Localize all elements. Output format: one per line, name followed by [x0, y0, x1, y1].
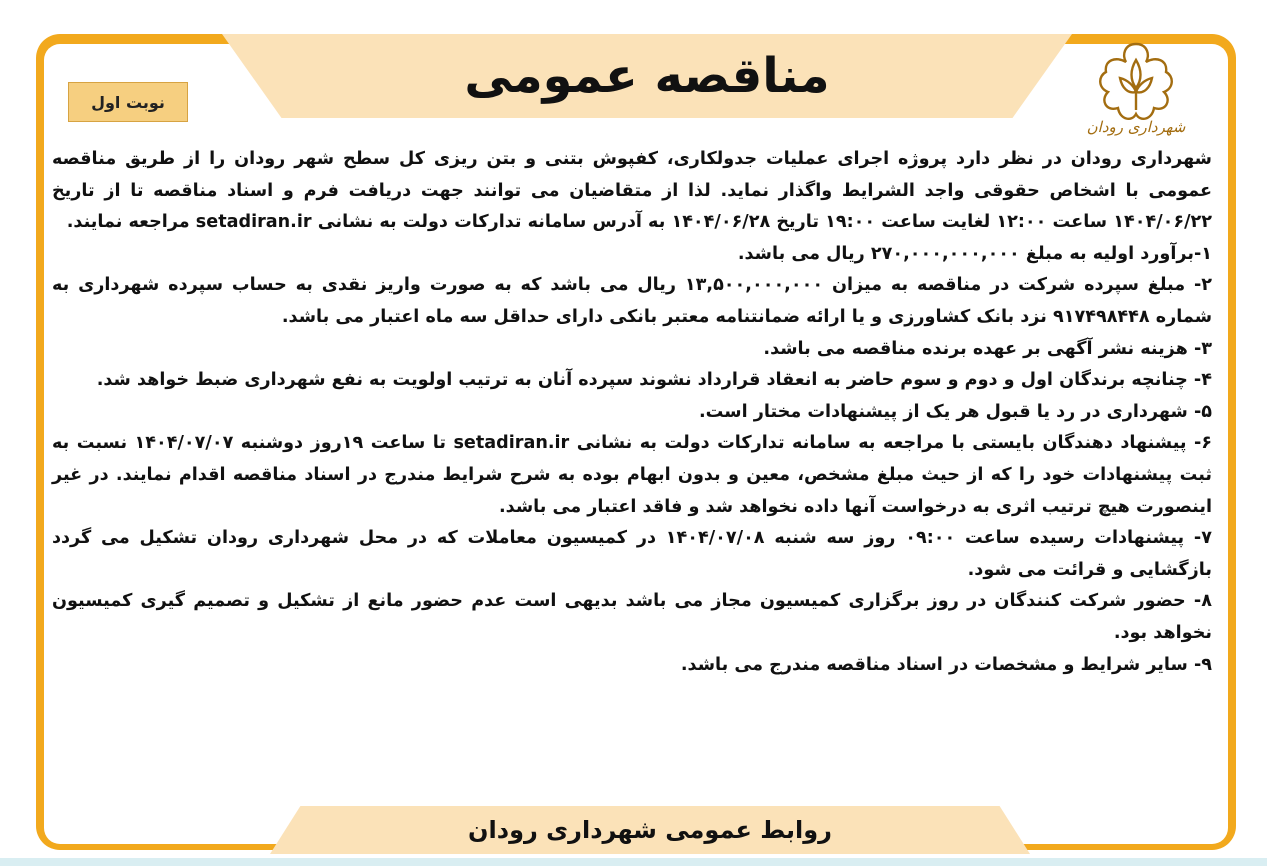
list-item: ۶- پیشنهاد دهندگان بایستی با مراجعه به سامانه تدارکات دولت به نشانی setadiran.ir تا ساعت ۱۹روز دوشنبه ۱۴۰۴/۰۷/۰۷ نسبت به ثبت پیشنهادات خود را که از حیث مبلغ مشخص، معین و بدون ابهام بوده به شرح شرایط مندرج در اسناد مناقصه اقدام نمایند. در غیر اینصورت هیچ ترتیب اثری به درخواست آنها داده نخواهد شد و فاقد اعتبار می باشد. [52, 433, 1213, 517]
list-item: ۷- پیشنهادات رسیده ساعت ۰۹:۰۰ روز سه شنبه ۱۴۰۴/۰۷/۰۸ در کمیسیون معاملات که در محل شهرداری رودان تشکیل می گردد بازگشایی و قرائت می شود. [52, 528, 1212, 580]
list-item: ۱-برآورد اولیه به مبلغ ۲۷۰,۰۰۰,۰۰۰,۰۰۰ ریال می باشد. [737, 243, 1212, 264]
round-badge: نوبت اول [68, 82, 188, 122]
notice-body [52, 144, 1212, 800]
bottom-strip [0, 858, 1267, 866]
page-title: مناقصه عمومی [464, 48, 830, 104]
logo-caption: شهرداری رودان [1086, 118, 1186, 136]
footer-title: روابط عمومی شهرداری رودان [468, 816, 832, 844]
list-item: ۹- سایر شرایط و مشخصات در اسناد مناقصه مندرج می باشد. [680, 654, 1212, 675]
list-item: ۲- مبلغ سپرده شرکت در مناقصه به میزان ۱۳,۵۰۰,۰۰۰,۰۰۰ ریال می باشد که به صورت واریز نقدی به حساب سپرده شهرداری به شماره ۹۱۷۴۹۸۴۴۸ نزد بانک کشاورزی و یا ارائه ضمانتنامه معتبر بانکی دارای حداقل سه ماه اعتبار می باشد. [52, 275, 1213, 327]
list-item: ۳- هزینه نشر آگهی بر عهده برنده مناقصه می باشد. [763, 338, 1212, 359]
list-item: ۸- حضور شرکت کنندگان در روز برگزاری کمیسیون مجاز می باشد بدیهی است عدم حضور مانع از تشکیل و تصمیم گیری کمیسیون نخواهد بود. [52, 591, 1212, 643]
intro-paragraph: شهرداری رودان در نظر دارد پروژه اجرای عملیات جدولکاری، کفپوش بتنی و بتن ریزی کل سطح شهر رودان را از طریق مناقصه عمومی با اشخاص حقوقی واجد الشرایط واگذار نماید. لذا از متقاضیان می توانند جهت دریافت فرم و اسناد مناقصه تا از تاریخ ۱۴۰۴/۰۶/۲۲ ساعت ۱۲:۰۰ لغایت ساعت ۱۹:۰۰ تاریخ ۱۴۰۴/۰۶/۲۸ به آدرس سامانه تدارکات دولت به نشانی setadiran.ir مراجعه نمایند. [52, 149, 1212, 233]
list-item: ۵- شهرداری در رد یا قبول هر یک از پیشنهادات مختار است. [698, 401, 1212, 422]
list-item: ۴- چنانچه برندگان اول و دوم و سوم حاضر به انعقاد قرارداد نشوند سپرده آنان به ترتیب اولویت به نفع شهرداری ضبط خواهد شد. [96, 370, 1212, 391]
